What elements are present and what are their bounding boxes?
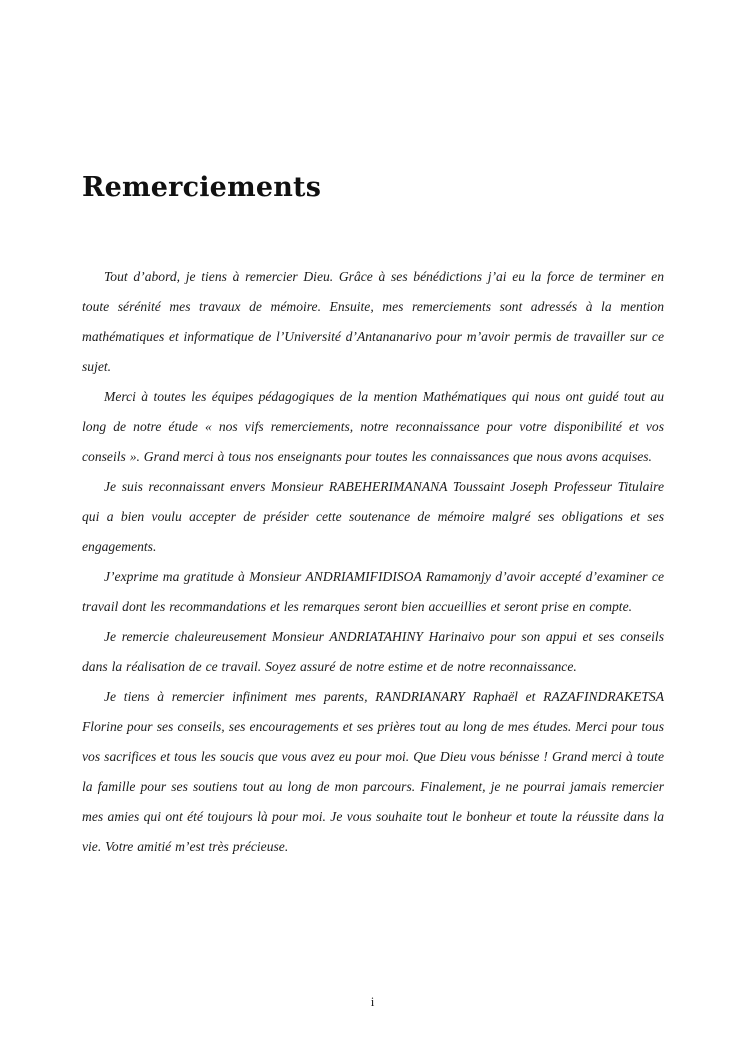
paragraph-2: Merci à toutes les équipes pédagogiques de la mention Mathématiques qui nous ont guidé tout au long de notre étude « nos vifs remerciements, notre reconnaissance pour votre disponibilité et vos conseils ». Grand merci à tous nos enseignants pour toutes les connaissances que nous avons acquises. [82,389,664,464]
acknowledgements-body [82,262,664,862]
paragraph-4: J’exprime ma gratitude à Monsieur ANDRIAMIFIDISOA Ramamonjy d’avoir accepté d’examiner ce travail dont les recommandations et les remarques seront bien accueillies et seront prise en compte. [82,569,664,614]
page-title: Remerciements [82,172,322,203]
paragraph-3: Je suis reconnaissant envers Monsieur RABEHERIMANANA Toussaint Joseph Professeur Titulaire qui a bien voulu accepter de présider cette soutenance de mémoire malgré ses obligations et ses engagements. [82,479,664,554]
paragraph-1: Tout d’abord, je tiens à remercier Dieu. Grâce à ses bénédictions j’ai eu la force de terminer en toute sérénité mes travaux de mémoire. Ensuite, mes remerciements sont adressés à la mention mathématiques et informatique de l’Université d’Antananarivo pour m’avoir permis de travailler sur ce sujet. [82,269,664,374]
paragraph-6: Je tiens à remercier infiniment mes parents, RANDRIANARY Raphaël et RAZAFINDRAKETSA Florine pour ses conseils, ses encouragements et ses prières tout au long de mes études. Merci pour tous vos sacrifices et tous les soucis que vous avez eu pour moi. Que Dieu vous bénisse ! Grand merci à toute la famille pour ses soutiens tout au long de mon parcours. Finalement, je ne pourrai jamais remercier mes amies qui ont été toujours là pour moi. Je vous souhaite tout le bonheur et toute la réussite dans la vie. Votre amitié m’est très précieuse. [82,689,664,854]
page-number: i [370,994,375,1009]
paragraph-5: Je remercie chaleureusement Monsieur ANDRIATAHINY Harinaivo pour son appui et ses conseils dans la réalisation de ce travail. Soyez assuré de notre estime et de notre reconnaissance. [82,629,664,674]
